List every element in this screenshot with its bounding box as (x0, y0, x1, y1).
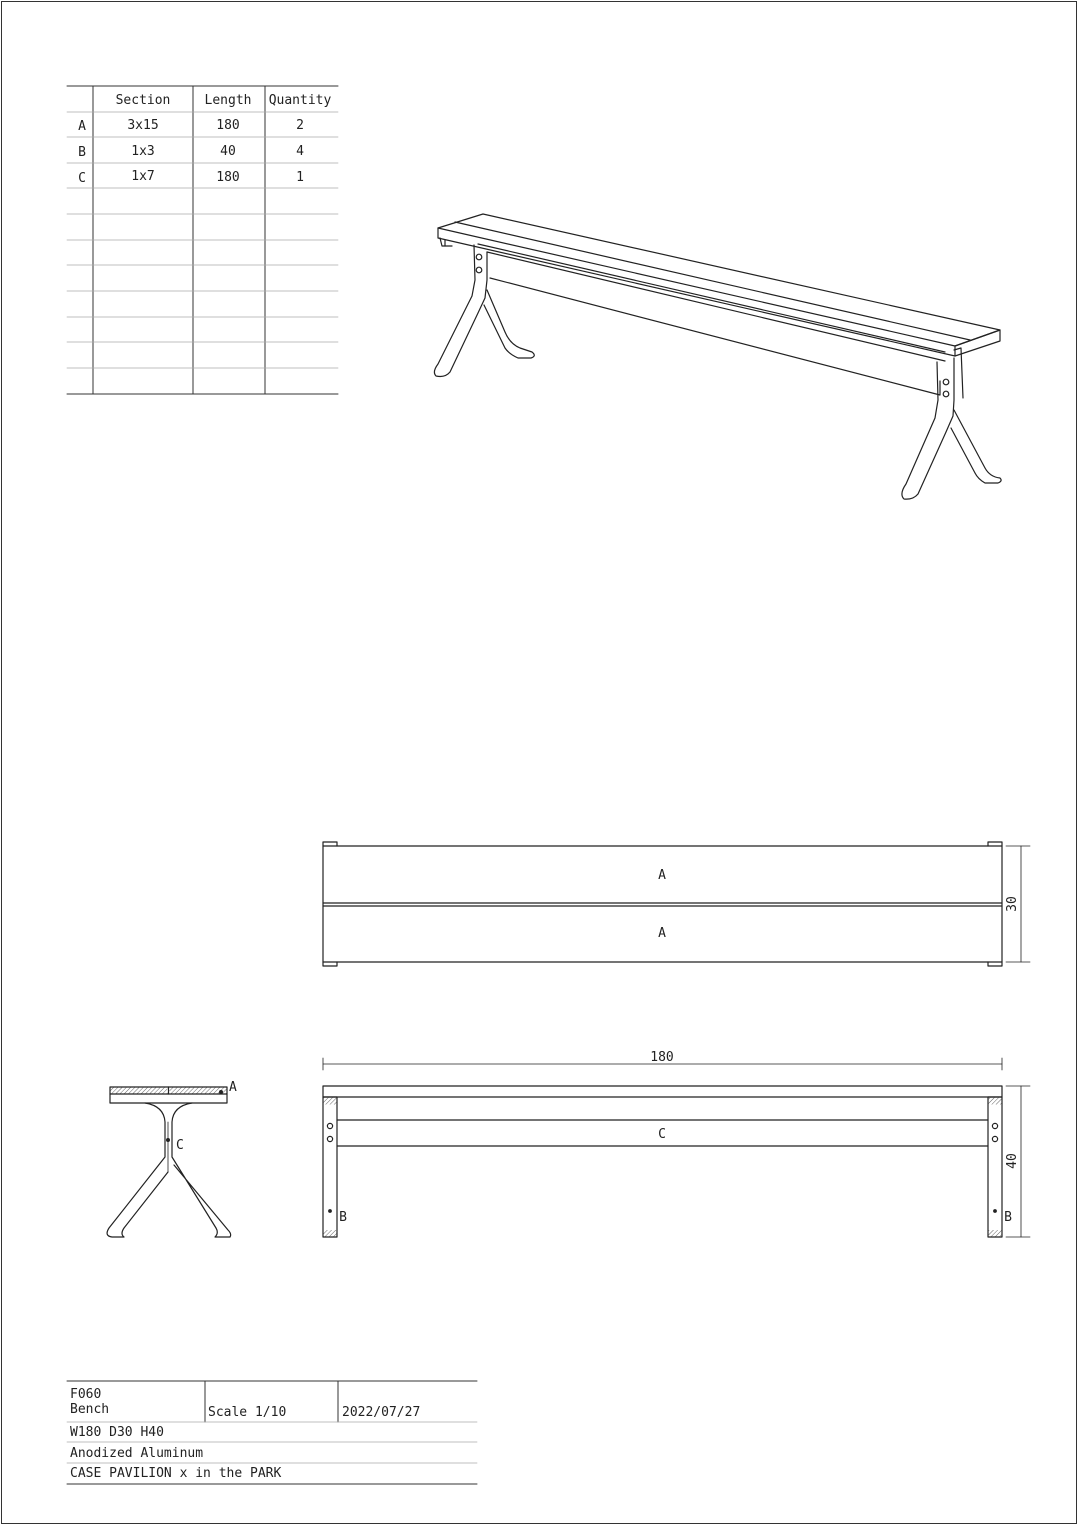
width-dimension: 180 (650, 1050, 674, 1065)
row-c-length: 180 (216, 170, 240, 185)
header-quantity: Quantity (268, 93, 332, 108)
title-block (67, 1381, 477, 1484)
row-b-quantity: 4 (296, 144, 304, 159)
product-dimensions: W180 D30 H40 (70, 1425, 164, 1440)
product-material: Anodized Aluminum (70, 1446, 204, 1461)
top-view (323, 842, 1030, 966)
row-a-section: 3x15 (127, 118, 159, 133)
top-label-lower: A (658, 926, 666, 941)
row-c-quantity: 1 (296, 170, 304, 185)
row-a-id: A (78, 119, 86, 134)
row-b-id: B (78, 145, 86, 160)
row-a-quantity: 2 (296, 118, 304, 133)
drawing-scale: Scale 1/10 (208, 1405, 287, 1420)
side-post-label: C (176, 1138, 184, 1153)
front-view (323, 1050, 1030, 1237)
product-name: Bench (70, 1402, 110, 1417)
row-c-id: C (78, 171, 86, 186)
front-rail-label: C (658, 1127, 666, 1142)
depth-dimension: 30 (1005, 896, 1020, 912)
parts-table (67, 86, 338, 394)
front-leg-label-right: B (1004, 1210, 1012, 1225)
row-a-length: 180 (216, 118, 240, 133)
isometric-view (434, 214, 1001, 499)
side-seat-label: A (229, 1080, 237, 1095)
product-code: F060 (70, 1387, 102, 1402)
drawing-date: 2022/07/27 (342, 1405, 421, 1420)
row-c-section: 1x7 (131, 169, 155, 184)
side-view (107, 1080, 237, 1237)
front-leg-label-left: B (339, 1210, 347, 1225)
top-label-upper: A (658, 868, 666, 883)
header-section: Section (115, 93, 171, 108)
product-credit: CASE PAVILION x in the PARK (70, 1466, 282, 1481)
height-dimension: 40 (1005, 1153, 1020, 1169)
row-b-section: 1x3 (131, 144, 155, 159)
header-length: Length (204, 93, 252, 108)
row-b-length: 40 (220, 144, 236, 159)
